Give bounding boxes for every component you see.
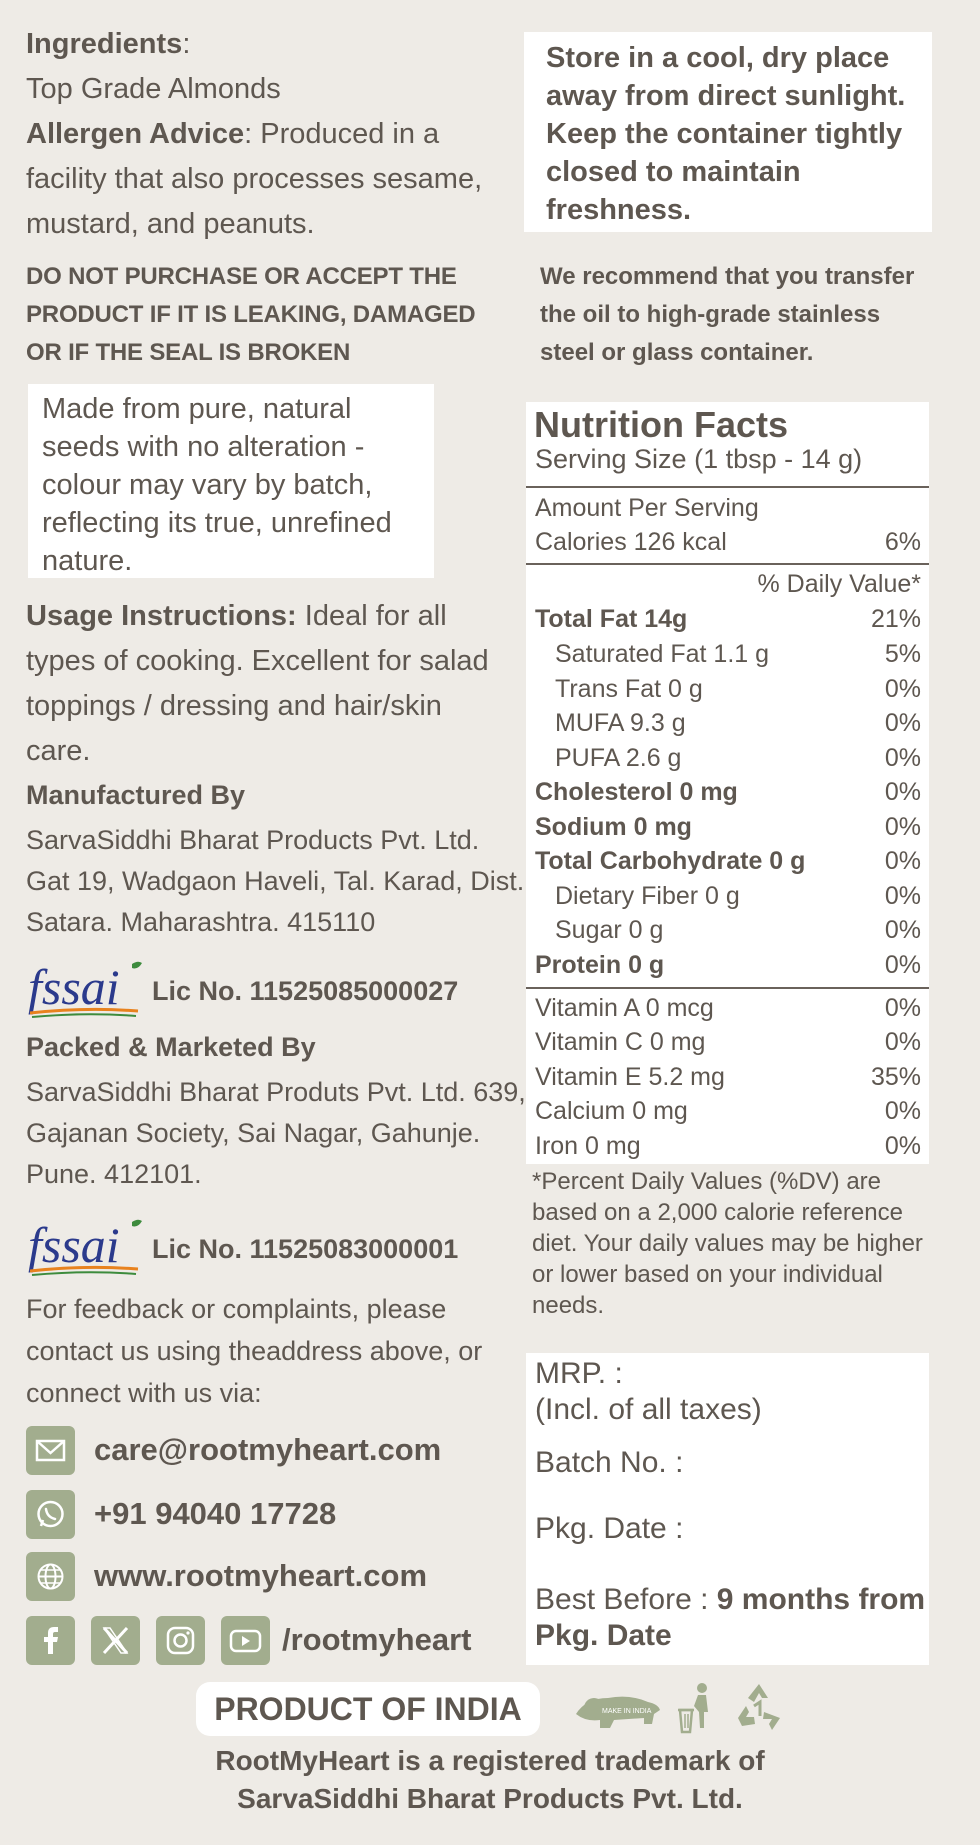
email-icon <box>26 1426 75 1475</box>
storage-note-box <box>524 32 932 232</box>
nutrient-row: Saturated Fat 1.1 g 5% <box>555 640 921 668</box>
website-link[interactable]: www.rootmyheart.com <box>94 1558 428 1593</box>
social-links <box>26 1616 516 1666</box>
packer-license: Lic No. 11525083000001 <box>152 1234 459 1264</box>
product-of-india-badge: PRODUCT OF INDIA <box>196 1682 540 1736</box>
nutrient-row: Total Carbohydrate 0 g 0% <box>535 847 921 875</box>
serving-size: Serving Size (1 tbsp - 14 g) <box>535 444 863 474</box>
trademark-line-1: RootMyHeart is a registered trademark of <box>215 1745 765 1776</box>
pricing-box <box>526 1353 929 1665</box>
svg-text:MAKE IN INDIA: MAKE IN INDIA <box>602 1708 652 1715</box>
nutrient-row: Cholesterol 0 mg 0% <box>535 778 921 806</box>
recycle-icon <box>732 1680 786 1734</box>
allergen-text: : Produced in a facility that also processes sesame, mustard, and peanuts. <box>26 118 483 240</box>
nutrition-title: Nutrition Facts <box>534 404 789 445</box>
best-before-label: Best Before : <box>535 1583 717 1616</box>
oil-container-note: We recommend that you transfer the oil to high-grade stainless steel or glass container. <box>540 263 915 366</box>
allergen-label: Allergen Advice <box>26 118 245 150</box>
nutrient-row: Dietary Fiber 0 g 0% <box>555 882 921 910</box>
fssai-packer <box>26 1216 506 1282</box>
trademark-notice <box>0 1742 980 1818</box>
social-handle[interactable]: /rootmyheart <box>282 1622 472 1657</box>
ingredients-value: Top Grade Almonds <box>26 73 281 105</box>
instagram-icon[interactable] <box>156 1616 205 1665</box>
nutrient-row: Sodium 0 mg 0% <box>535 813 921 841</box>
fssai-logo-text: fssai <box>28 959 120 1015</box>
nutrient-row: PUFA 2.6 g 0% <box>555 744 921 772</box>
divider <box>526 987 929 989</box>
manufacturer-title: Manufactured By <box>26 780 246 810</box>
nutrient-row: Sugar 0 g 0% <box>555 916 921 944</box>
usage-label: Usage Instructions: <box>26 600 297 632</box>
natural-note-box <box>28 384 434 578</box>
ingredients-label: Ingredients <box>26 28 183 60</box>
ingredients-section <box>26 22 516 247</box>
trademark-line-2: SarvaSiddhi Bharat Products Pvt. Ltd. <box>237 1783 743 1814</box>
contact-email[interactable] <box>26 1426 516 1476</box>
packer-title: Packed & Marketed By <box>26 1032 316 1062</box>
mrp-note: (Incl. of all taxes) <box>535 1393 762 1426</box>
manufacturer-address: SarvaSiddhi Bharat Products Pvt. Ltd. Gat 19, Wadgaon Haveli, Tal. Karad, Dist. Satara. Maharashtra. 415110 <box>26 825 525 937</box>
natural-note-text: Made from pure, natural seeds with no alteration - colour may vary by batch, reflecting its true, unrefined nature. <box>42 393 392 577</box>
vitamin-row: Vitamin A 0 mcg 0% <box>535 994 921 1022</box>
vitamin-row: Vitamin C 0 mg 0% <box>535 1028 921 1056</box>
nutrient-row: Total Fat 14g 21% <box>535 605 921 633</box>
amount-per-serving: Amount Per Serving <box>535 494 759 522</box>
usage-instructions <box>26 594 506 774</box>
nutrient-row: MUFA 9.3 g 0% <box>555 709 921 737</box>
leak-warning: DO NOT PURCHASE OR ACCEPT THE PRODUCT IF IT IS LEAKING, DAMAGED OR IF THE SEAL IS BROKEN <box>26 263 476 366</box>
calories-row <box>535 528 921 562</box>
packer-address: SarvaSiddhi Bharat Produts Pvt. Ltd. 639, Gajanan Society, Sai Nagar, Gahunje. Pune. 412101. <box>26 1077 526 1189</box>
contact-phone[interactable] <box>26 1490 516 1540</box>
divider <box>526 486 929 488</box>
fssai-logo-icon <box>26 958 146 1022</box>
usage-text: Ideal for all types of cooking. Excellent for salad toppings / dressing and hair/skin care. <box>26 600 489 767</box>
nutrition-facts-panel <box>526 402 929 1164</box>
youtube-icon[interactable] <box>221 1616 270 1665</box>
facebook-icon[interactable] <box>26 1616 75 1665</box>
divider <box>526 563 929 565</box>
fssai-logo-text: fssai <box>28 1217 120 1273</box>
vitamin-row: Vitamin E 5.2 mg 35% <box>535 1063 921 1091</box>
calories-label: Calories 126 kcal <box>535 528 727 556</box>
email-link[interactable]: care@rootmyheart.com <box>94 1432 442 1467</box>
globe-icon <box>26 1552 75 1601</box>
contact-website[interactable] <box>26 1552 516 1602</box>
best-before-value-2: Pkg. Date <box>535 1619 672 1652</box>
fssai-logo-icon <box>26 1216 146 1280</box>
nutrient-row: Trans Fat 0 g 0% <box>555 675 921 703</box>
best-before-row <box>535 1583 925 1617</box>
fssai-manufacturer <box>26 958 506 1024</box>
calories-dv: 6% <box>884 528 921 556</box>
best-before-value: 9 months from <box>716 1583 926 1616</box>
ingredients-colon: : <box>182 28 191 60</box>
tidy-man-icon <box>676 1680 720 1738</box>
phone-link[interactable]: +91 94040 17728 <box>94 1496 337 1531</box>
vitamin-row: Calcium 0 mg 0% <box>535 1097 921 1125</box>
batch-label: Batch No. : <box>535 1446 684 1479</box>
mrp-label: MRP. : <box>535 1357 623 1390</box>
daily-value-footnote: *Percent Daily Values (%DV) are based on a 2,000 calorie reference diet. Your daily values may be higher or lower based on your individual needs. <box>532 1168 923 1319</box>
vitamin-row: Iron 0 mg 0% <box>535 1132 921 1160</box>
storage-note-text: Store in a cool, dry place away from direct sunlight. Keep the container tightly closed to maintain freshness. <box>546 42 906 226</box>
whatsapp-icon <box>26 1490 75 1539</box>
pkg-date-label: Pkg. Date : <box>535 1512 684 1545</box>
daily-value-header: % Daily Value* <box>757 570 921 598</box>
x-twitter-icon[interactable] <box>91 1616 140 1665</box>
feedback-text: For feedback or complaints, please contact us using theaddress above, or connect with us via: <box>26 1294 483 1408</box>
manufacturer-license: Lic No. 11525085000027 <box>152 976 459 1006</box>
nutrient-row: Protein 0 g 0% <box>535 951 921 979</box>
